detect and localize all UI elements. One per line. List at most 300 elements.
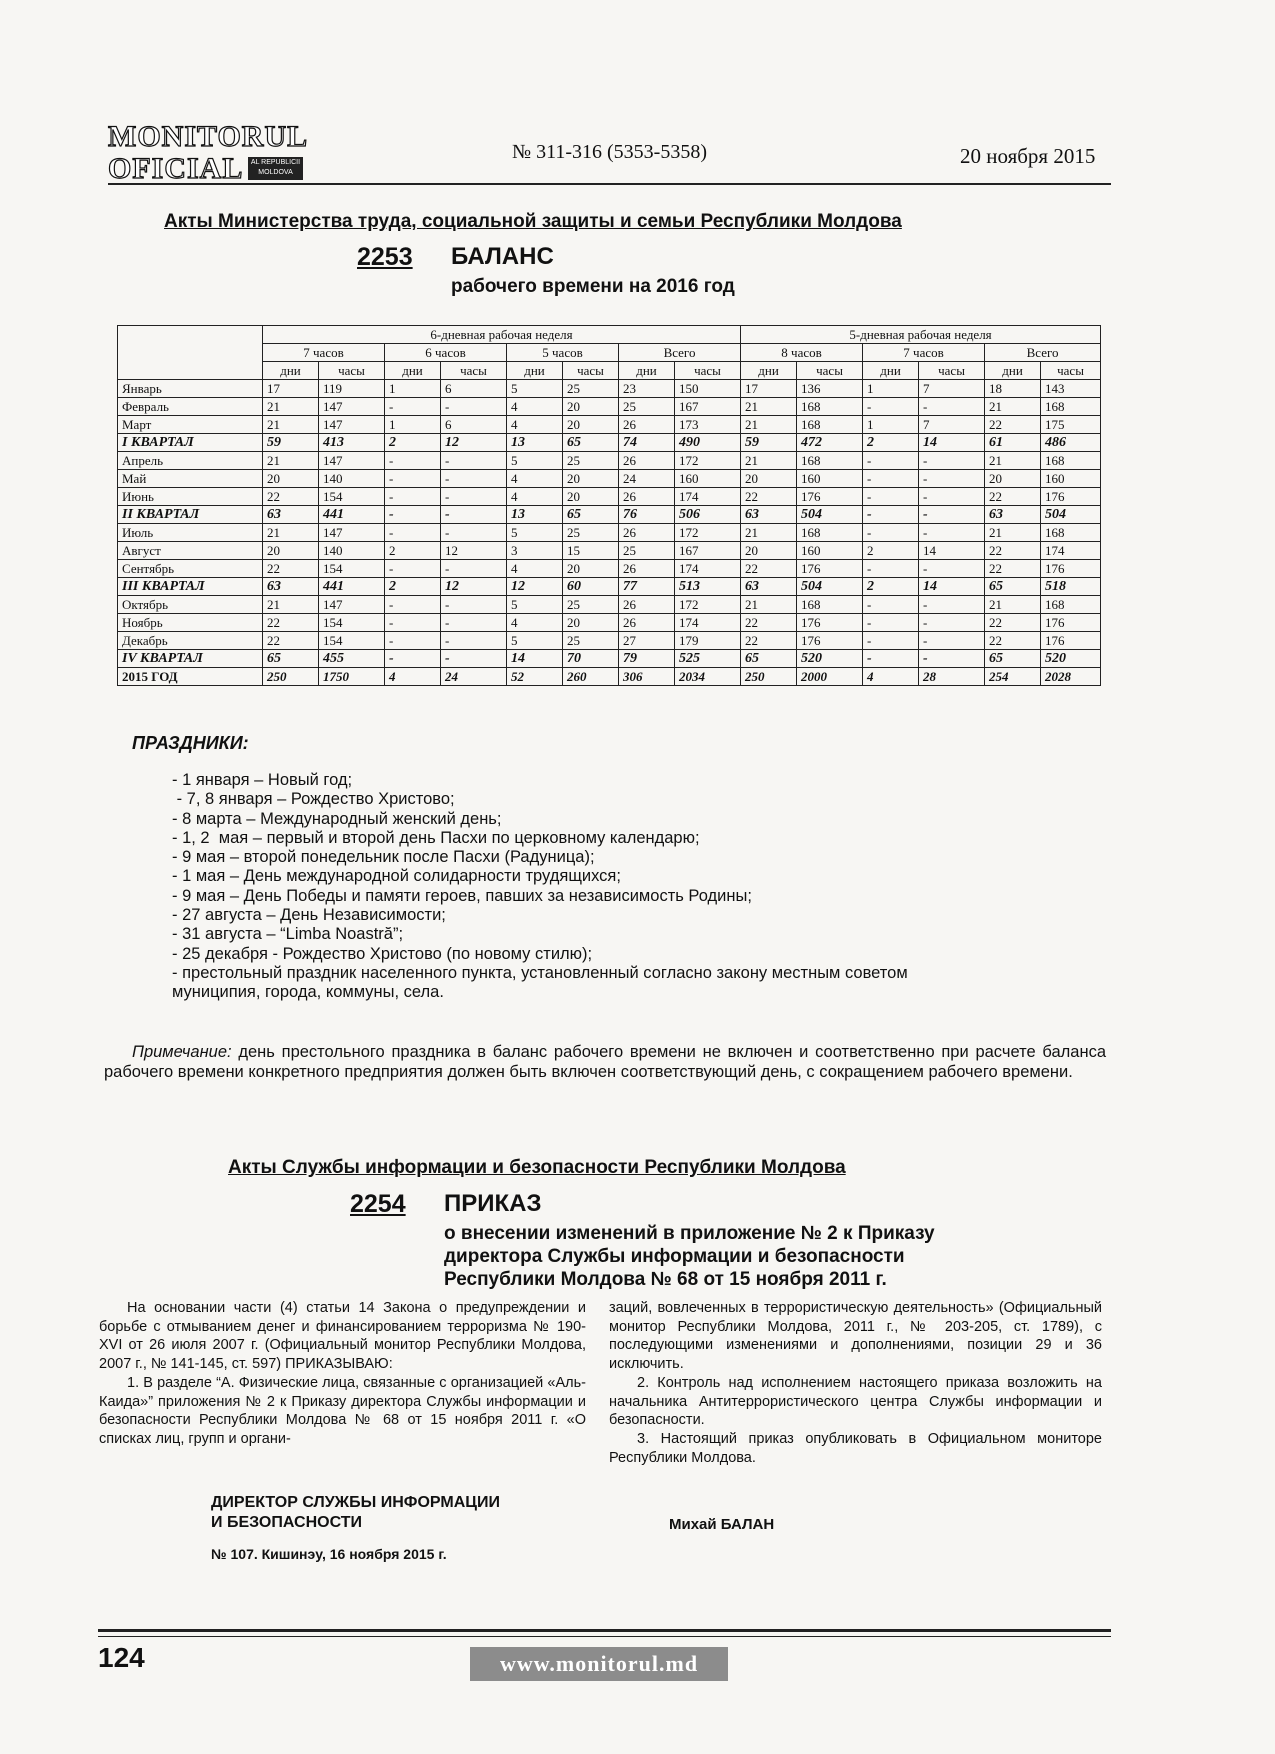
- table-cell: 74: [619, 434, 675, 452]
- table-cell: 21: [263, 524, 319, 542]
- page-number: 124: [98, 1642, 145, 1673]
- table-cell: 174: [675, 614, 741, 632]
- act-title-order: ПРИКАЗ: [444, 1190, 542, 1217]
- footer-divider-top: [98, 1629, 1111, 1632]
- table-row: [118, 470, 1101, 488]
- table-cell: 59: [741, 434, 797, 452]
- table-cell: 22: [985, 542, 1041, 560]
- table-row: [118, 452, 1101, 470]
- logo-badge: AL REPUBLICII MOLDOVA: [248, 157, 303, 180]
- table-cell: 2: [863, 578, 919, 596]
- table-cell: 174: [1041, 542, 1101, 560]
- signature-name: Михай БАЛАН: [669, 1516, 775, 1533]
- table-cell: 441: [319, 578, 385, 596]
- table-cell: -: [919, 614, 985, 632]
- act-number-2254: 2254: [350, 1190, 406, 1218]
- table-cell: 65: [263, 650, 319, 668]
- table-cell: 168: [797, 416, 863, 434]
- row-label: Сентябрь: [118, 560, 263, 578]
- table-cell: 455: [319, 650, 385, 668]
- table-cell: 2000: [797, 668, 863, 686]
- table-cell: 21: [985, 524, 1041, 542]
- table-cell: 26: [619, 560, 675, 578]
- table-cell: -: [385, 596, 441, 614]
- table-cell: 176: [797, 614, 863, 632]
- table-cell: -: [863, 398, 919, 416]
- table-cell: 1: [385, 380, 441, 398]
- order-paragraph: 3. Настоящий приказ опубликовать в Официальном мониторе Республики Молдова.: [609, 1430, 1102, 1466]
- table-row: [118, 434, 1101, 452]
- table-cell: 22: [741, 560, 797, 578]
- unit-header: часы: [563, 362, 619, 380]
- holiday-item: - 9 мая – День Победы и памяти героев, павших за независимость Родины;: [172, 886, 752, 905]
- unit-header: часы: [1041, 362, 1101, 380]
- unit-header: часы: [675, 362, 741, 380]
- subtitle-line: о внесении изменений в приложение № 2 к Приказу: [444, 1223, 935, 1244]
- table-cell: -: [441, 398, 507, 416]
- table-cell: 140: [319, 542, 385, 560]
- table-cell: 21: [263, 416, 319, 434]
- table-cell: 26: [619, 452, 675, 470]
- table-row: [118, 632, 1101, 650]
- table-cell: 65: [985, 578, 1041, 596]
- table-cell: 14: [919, 434, 985, 452]
- table-row: [118, 596, 1101, 614]
- unit-header: дни: [385, 362, 441, 380]
- table-cell: 20: [263, 542, 319, 560]
- row-label: Декабрь: [118, 632, 263, 650]
- table-cell: 65: [985, 650, 1041, 668]
- table-cell: 2028: [1041, 668, 1101, 686]
- table-cell: 173: [675, 416, 741, 434]
- table-cell: 21: [263, 398, 319, 416]
- holiday-list: [172, 771, 1072, 1003]
- table-cell: 2: [385, 434, 441, 452]
- table-cell: 143: [1041, 380, 1101, 398]
- table-cell: 176: [1041, 614, 1101, 632]
- subheader: 7 часов: [863, 344, 985, 362]
- table-cell: 20: [741, 470, 797, 488]
- table-cell: 12: [441, 578, 507, 596]
- table-row: [118, 380, 1101, 398]
- row-label: III КВАРТАЛ: [118, 578, 263, 596]
- table-cell: 175: [1041, 416, 1101, 434]
- table-cell: 22: [985, 416, 1041, 434]
- footer-divider-bottom: [98, 1636, 1111, 1637]
- table-row: [118, 542, 1101, 560]
- table-cell: 6: [441, 416, 507, 434]
- table-cell: 65: [741, 650, 797, 668]
- table-cell: 5: [507, 632, 563, 650]
- subtitle-line: директора Службы информации и безопасности: [444, 1246, 905, 1267]
- table-cell: 18: [985, 380, 1041, 398]
- table-cell: 254: [985, 668, 1041, 686]
- unit-header: дни: [985, 362, 1041, 380]
- table-cell: -: [863, 596, 919, 614]
- table-corner: [118, 326, 263, 380]
- table-cell: 168: [1041, 596, 1101, 614]
- table-cell: 168: [1041, 452, 1101, 470]
- row-label: 2015 ГОД: [118, 668, 263, 686]
- holiday-item: - 1 января – Новый год;: [172, 771, 353, 789]
- table-cell: 504: [797, 578, 863, 596]
- table-cell: -: [919, 524, 985, 542]
- signature-title-line1: ДИРЕКТОР СЛУЖБЫ ИНФОРМАЦИИ: [211, 1494, 500, 1511]
- table-cell: 168: [797, 596, 863, 614]
- table-cell: 24: [441, 668, 507, 686]
- subheader: 6 часов: [385, 344, 507, 362]
- table-cell: 147: [319, 596, 385, 614]
- table-cell: 504: [1041, 506, 1101, 524]
- table-cell: 22: [985, 614, 1041, 632]
- table-cell: 21: [741, 452, 797, 470]
- table-cell: 5: [507, 596, 563, 614]
- table-cell: 5: [507, 452, 563, 470]
- table-cell: 160: [1041, 470, 1101, 488]
- table-cell: 20: [563, 416, 619, 434]
- table-cell: 17: [263, 380, 319, 398]
- table-cell: 306: [619, 668, 675, 686]
- table-cell: 22: [741, 488, 797, 506]
- holiday-item: - 9 мая – второй понедельник после Пасхи (Радуница);: [172, 848, 595, 867]
- row-label: Июнь: [118, 488, 263, 506]
- table-cell: 26: [619, 488, 675, 506]
- unit-header: часы: [919, 362, 985, 380]
- table-cell: 154: [319, 560, 385, 578]
- holidays-note: [104, 1042, 1106, 1082]
- table-cell: 25: [563, 380, 619, 398]
- table-cell: 172: [675, 596, 741, 614]
- act-number-2253: 2253: [357, 243, 413, 271]
- table-cell: 4: [385, 668, 441, 686]
- unit-header: часы: [319, 362, 385, 380]
- table-cell: 26: [619, 614, 675, 632]
- table-cell: -: [863, 470, 919, 488]
- section-heading-ministry: Акты Министерства труда, социальной защиты и семьи Республики Молдова: [164, 211, 902, 232]
- table-cell: 22: [985, 488, 1041, 506]
- table-cell: 13: [507, 434, 563, 452]
- table-cell: 20: [263, 470, 319, 488]
- table-cell: -: [441, 560, 507, 578]
- note-text: день престольного праздника в баланс рабочего времени не включен и соответственно при расчете баланса рабочего времени конкретного предприятия должен быть включен соответствующий день, с сокращением рабочего времени.: [104, 1043, 1106, 1081]
- table-cell: -: [385, 506, 441, 524]
- table-row: [118, 398, 1101, 416]
- table-cell: -: [441, 488, 507, 506]
- table-cell: 20: [563, 488, 619, 506]
- table-cell: -: [863, 452, 919, 470]
- table-cell: -: [441, 506, 507, 524]
- unit-header: дни: [507, 362, 563, 380]
- table-cell: -: [441, 632, 507, 650]
- table-row: [118, 668, 1101, 686]
- table-cell: 21: [263, 596, 319, 614]
- table-cell: 25: [563, 596, 619, 614]
- table-cell: -: [385, 452, 441, 470]
- table-cell: 21: [985, 398, 1041, 416]
- row-label: II КВАРТАЛ: [118, 506, 263, 524]
- unit-header: дни: [863, 362, 919, 380]
- table-cell: 20: [563, 398, 619, 416]
- holidays-title: ПРАЗДНИКИ:: [132, 733, 249, 753]
- table-cell: 176: [797, 560, 863, 578]
- table-cell: -: [919, 452, 985, 470]
- table-cell: 520: [1041, 650, 1101, 668]
- subtitle-line: Республики Молдова № 68 от 15 ноября 2011 г.: [444, 1269, 887, 1290]
- table-cell: 4: [507, 488, 563, 506]
- table-cell: 154: [319, 488, 385, 506]
- table-cell: 70: [563, 650, 619, 668]
- table-cell: -: [919, 632, 985, 650]
- table-row: [118, 650, 1101, 668]
- table-cell: 21: [263, 452, 319, 470]
- table-cell: 518: [1041, 578, 1101, 596]
- table-cell: 150: [675, 380, 741, 398]
- row-label: Февраль: [118, 398, 263, 416]
- table-cell: 147: [319, 524, 385, 542]
- table-cell: -: [863, 524, 919, 542]
- table-cell: 14: [507, 650, 563, 668]
- table-cell: 147: [319, 452, 385, 470]
- table-cell: 22: [741, 632, 797, 650]
- table-cell: 76: [619, 506, 675, 524]
- issue-date: 20 ноября 2015: [960, 144, 1096, 168]
- table-cell: 5: [507, 380, 563, 398]
- row-label: Октябрь: [118, 596, 263, 614]
- table-cell: -: [919, 560, 985, 578]
- table-cell: -: [919, 398, 985, 416]
- working-time-balance-table: [117, 325, 1101, 686]
- table-cell: 260: [563, 668, 619, 686]
- table-cell: 506: [675, 506, 741, 524]
- table-cell: 21: [741, 524, 797, 542]
- table-cell: -: [385, 614, 441, 632]
- table-cell: 23: [619, 380, 675, 398]
- table-cell: 168: [1041, 524, 1101, 542]
- unit-header: дни: [619, 362, 675, 380]
- signature-title-line2: И БЕЗОПАСНОСТИ: [211, 1514, 363, 1531]
- table-cell: 22: [263, 488, 319, 506]
- header-5day-week: 5-дневная рабочая неделя: [741, 326, 1101, 344]
- table-cell: 472: [797, 434, 863, 452]
- table-cell: 63: [741, 506, 797, 524]
- table-cell: 4: [863, 668, 919, 686]
- table-cell: 1750: [319, 668, 385, 686]
- holiday-item: - 8 марта – Международный женский день;: [172, 809, 502, 828]
- table-cell: 7: [919, 380, 985, 398]
- table-cell: 21: [985, 596, 1041, 614]
- holiday-item: - 31 августа – “Limba Noastră”;: [172, 925, 404, 944]
- table-cell: -: [385, 650, 441, 668]
- holiday-item: - престольный праздник населенного пункта, установленный согласно закону местным советом: [172, 963, 908, 982]
- table-cell: 65: [563, 506, 619, 524]
- table-cell: 486: [1041, 434, 1101, 452]
- order-right-column: [609, 1299, 1102, 1467]
- table-cell: 25: [563, 524, 619, 542]
- table-cell: -: [919, 650, 985, 668]
- table-cell: 147: [319, 398, 385, 416]
- table-cell: 63: [263, 578, 319, 596]
- website-link[interactable]: www.monitorul.md: [470, 1647, 728, 1681]
- table-cell: 504: [797, 506, 863, 524]
- table-cell: 2: [863, 434, 919, 452]
- table-cell: 525: [675, 650, 741, 668]
- table-cell: 168: [797, 398, 863, 416]
- table-cell: 22: [985, 632, 1041, 650]
- table-cell: 413: [319, 434, 385, 452]
- table-cell: 25: [563, 452, 619, 470]
- table-cell: -: [863, 614, 919, 632]
- table-cell: 5: [507, 524, 563, 542]
- table-cell: 513: [675, 578, 741, 596]
- table-cell: 20: [563, 470, 619, 488]
- table-row: [118, 506, 1101, 524]
- holiday-item: - 27 августа – День Независимости;: [172, 906, 446, 925]
- issue-number: № 311-316 (5353-5358): [512, 141, 707, 163]
- table-cell: -: [441, 650, 507, 668]
- unit-header: часы: [797, 362, 863, 380]
- table-cell: 1: [863, 416, 919, 434]
- table-cell: -: [385, 560, 441, 578]
- table-cell: 12: [441, 434, 507, 452]
- table-cell: 7: [919, 416, 985, 434]
- row-label: IV КВАРТАЛ: [118, 650, 263, 668]
- table-cell: 20: [563, 560, 619, 578]
- table-cell: 79: [619, 650, 675, 668]
- row-label: Ноябрь: [118, 614, 263, 632]
- table-cell: -: [385, 632, 441, 650]
- table-cell: 490: [675, 434, 741, 452]
- table-cell: 24: [619, 470, 675, 488]
- table-cell: 26: [619, 596, 675, 614]
- table-cell: 174: [675, 560, 741, 578]
- table-cell: 176: [797, 488, 863, 506]
- table-cell: 14: [919, 578, 985, 596]
- table-cell: 147: [319, 416, 385, 434]
- table-cell: 4: [507, 398, 563, 416]
- table-cell: 250: [263, 668, 319, 686]
- header-divider: [108, 183, 1111, 185]
- table-cell: 65: [563, 434, 619, 452]
- holiday-item: - 1, 2 мая – первый и второй день Пасхи по церковному календарю;: [172, 828, 700, 847]
- table-cell: 20: [741, 542, 797, 560]
- table-cell: -: [441, 452, 507, 470]
- table-cell: 63: [741, 578, 797, 596]
- table-cell: 22: [263, 560, 319, 578]
- table-cell: 21: [741, 398, 797, 416]
- table-cell: 61: [985, 434, 1041, 452]
- table-cell: -: [385, 470, 441, 488]
- table-cell: -: [441, 614, 507, 632]
- subheader: 5 часов: [507, 344, 619, 362]
- act-subtitle-balance: рабочего времени на 2016 год: [451, 276, 735, 297]
- table-cell: 3: [507, 542, 563, 560]
- table-row: [118, 560, 1101, 578]
- note-label: Примечание:: [132, 1043, 232, 1061]
- table-cell: 63: [263, 506, 319, 524]
- row-label: Март: [118, 416, 263, 434]
- table-cell: 167: [675, 398, 741, 416]
- table-cell: 25: [619, 398, 675, 416]
- table-cell: 167: [675, 542, 741, 560]
- table-cell: 22: [263, 614, 319, 632]
- table-row: [118, 488, 1101, 506]
- table-cell: 14: [919, 542, 985, 560]
- table-cell: 168: [797, 452, 863, 470]
- table-cell: 2: [385, 542, 441, 560]
- table-cell: 176: [797, 632, 863, 650]
- table-cell: 21: [741, 416, 797, 434]
- table-cell: -: [385, 398, 441, 416]
- table-cell: -: [441, 470, 507, 488]
- row-label: Май: [118, 470, 263, 488]
- table-cell: 4: [507, 470, 563, 488]
- table-cell: -: [919, 506, 985, 524]
- table-cell: 21: [985, 452, 1041, 470]
- table-cell: 4: [507, 560, 563, 578]
- table-cell: 2: [385, 578, 441, 596]
- table-cell: -: [863, 650, 919, 668]
- table-cell: 176: [1041, 560, 1101, 578]
- table-cell: 4: [507, 614, 563, 632]
- table-cell: 136: [797, 380, 863, 398]
- table-cell: 119: [319, 380, 385, 398]
- table-cell: -: [863, 560, 919, 578]
- table-cell: 520: [797, 650, 863, 668]
- subheader: Всего: [619, 344, 741, 362]
- table-cell: 60: [563, 578, 619, 596]
- order-paragraph: 2. Контроль над исполнением настоящего приказа возложить на начальника Антитеррористического центра Службы информации и безопасности.: [609, 1374, 1102, 1429]
- table-cell: 160: [797, 542, 863, 560]
- table-cell: -: [441, 596, 507, 614]
- logo-line-1: MONITORUL: [108, 120, 309, 153]
- act-subtitle-order: [444, 1222, 935, 1291]
- table-cell: 160: [797, 470, 863, 488]
- subheader: 7 часов: [263, 344, 385, 362]
- table-cell: 12: [441, 542, 507, 560]
- table-cell: 176: [1041, 488, 1101, 506]
- holiday-item: - 25 декабря - Рождество Христово (по новому стилю);: [172, 944, 593, 963]
- table-cell: 27: [619, 632, 675, 650]
- table-cell: 176: [1041, 632, 1101, 650]
- table-cell: -: [441, 524, 507, 542]
- order-reference: № 107. Кишинэу, 16 ноября 2015 г.: [211, 1546, 447, 1562]
- order-left-column: [99, 1299, 586, 1449]
- table-cell: 154: [319, 614, 385, 632]
- table-cell: 25: [619, 542, 675, 560]
- order-paragraph: заций, вовлеченных в террористическую деятельность» (Официальный монитор Республики Молдова, 2011 г., № 203-205, ст. 1789), с последующими изменениями и дополнениями, позиции 29 и 36 исключить.: [609, 1300, 1102, 1373]
- unit-header: дни: [263, 362, 319, 380]
- table-row: [118, 578, 1101, 596]
- table-cell: -: [385, 524, 441, 542]
- table-cell: 17: [741, 380, 797, 398]
- holiday-item: муниципия, города, коммуны, села.: [172, 983, 444, 1002]
- table-cell: 52: [507, 668, 563, 686]
- table-cell: -: [863, 488, 919, 506]
- holiday-item: - 7, 8 января – Рождество Христово;: [172, 790, 455, 809]
- table-cell: 25: [563, 632, 619, 650]
- table-row: [118, 416, 1101, 434]
- table-cell: 172: [675, 452, 741, 470]
- subheader: 8 часов: [741, 344, 863, 362]
- order-paragraph: 1. В разделе “А. Физические лица, связанные с организацией «Аль-Каида»” приложения № 2 к Приказу директора Службы информации и безопасности Республики Молдова № 68 от 15 ноября 2011 г. «О списках лиц, групп и органи-: [99, 1374, 586, 1447]
- table-cell: 22: [741, 614, 797, 632]
- table-cell: 20: [985, 470, 1041, 488]
- table-cell: 59: [263, 434, 319, 452]
- table-cell: 154: [319, 632, 385, 650]
- table-cell: 168: [1041, 398, 1101, 416]
- table-cell: -: [919, 488, 985, 506]
- table-cell: 15: [563, 542, 619, 560]
